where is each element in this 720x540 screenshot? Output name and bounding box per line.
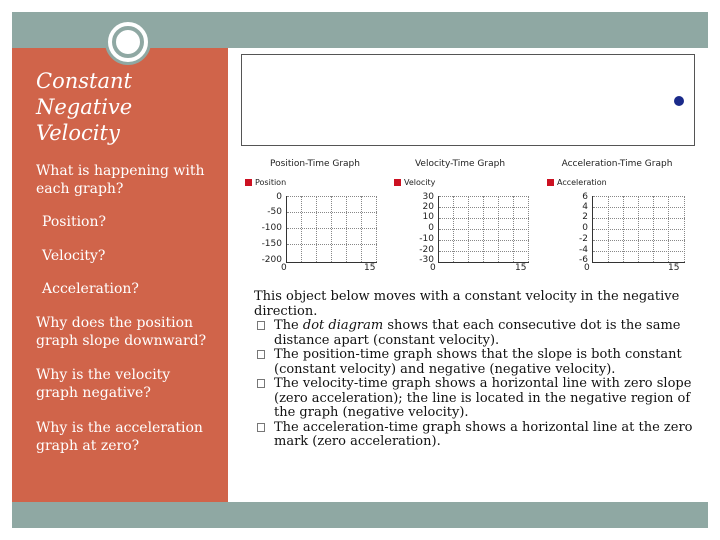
question-velocity: Velocity? — [42, 248, 106, 264]
axis-tick: 0 — [428, 223, 434, 233]
bottom-decorative-band — [12, 502, 708, 528]
moving-object-dot — [674, 96, 684, 106]
legend-swatch-icon — [547, 179, 554, 186]
axis-tick: 15 — [668, 263, 680, 273]
velocity-graph-title: Velocity-Time Graph — [414, 159, 506, 169]
axis-tick: -10 — [419, 234, 434, 244]
axis-tick: 0 — [582, 223, 588, 233]
axis-tick: 15 — [515, 263, 527, 273]
explanation-bullet: The dot diagram shows that each consecutive dot is the same distance apart (constant velocity). — [254, 319, 694, 348]
bullet-box-icon — [257, 423, 265, 432]
axis-tick: 4 — [582, 202, 588, 212]
axis-tick: -50 — [267, 207, 282, 217]
position-plot-area — [286, 196, 377, 263]
axis-tick: 0 — [584, 263, 590, 273]
explanation-bullet: The acceleration-time graph shows a horizontal line at the zero mark (zero acceleration). — [254, 421, 694, 450]
question-acceleration: Acceleration? — [42, 281, 139, 297]
axis-tick: -150 — [261, 239, 282, 249]
axis-tick: -4 — [579, 245, 588, 255]
axis-tick: -6 — [579, 255, 588, 265]
position-graph-title: Position-Time Graph — [270, 159, 360, 169]
dot-diagram-area — [241, 54, 695, 146]
legend-swatch-icon — [394, 179, 401, 186]
question-why-velocity: Why is the velocity graph negative? — [36, 367, 171, 401]
axis-tick: 10 — [422, 212, 434, 222]
axis-tick: 0 — [281, 263, 287, 273]
explanation-bullet: The velocity-time graph shows a horizontal line with zero slope (zero acceleration); the line is located in the negative region of the graph (negative velocity). — [254, 377, 694, 421]
question-position: Position? — [42, 214, 106, 230]
axis-tick: 20 — [422, 202, 434, 212]
legend-swatch-icon — [245, 179, 252, 186]
axis-tick: 0 — [430, 263, 436, 273]
axis-tick: 0 — [276, 192, 282, 202]
explanation-bullet: The position-time graph shows that the slope is both constant (constant velocity) and negative (negative velocity). — [254, 348, 694, 377]
explanation-intro: This object below moves with a constant velocity in the negative direction. — [254, 289, 680, 319]
question-intro: What is happening with each graph? — [36, 163, 205, 197]
bullet-box-icon — [257, 379, 265, 388]
axis-tick: 30 — [422, 192, 434, 202]
axis-tick: -100 — [261, 223, 282, 233]
explanation-text — [254, 290, 694, 450]
question-why-position: Why does the position graph slope downward? — [36, 315, 207, 349]
question-why-acceleration: Why is the acceleration graph at zero? — [36, 420, 203, 454]
ring-ornament-icon — [105, 19, 151, 65]
velocity-legend: Velocity — [394, 178, 435, 187]
bullet-box-icon — [257, 350, 265, 359]
axis-tick: -30 — [419, 255, 434, 265]
axis-tick: 15 — [364, 263, 376, 273]
slide-title: Constant Negative Velocity — [36, 69, 133, 145]
velocity-plot-area — [438, 196, 529, 263]
axis-tick: -200 — [261, 255, 282, 265]
bullet-box-icon — [257, 321, 265, 330]
axis-tick: -20 — [419, 245, 434, 255]
axis-tick: -2 — [579, 234, 588, 244]
acceleration-graph-title: Acceleration-Time Graph — [561, 159, 673, 169]
axis-tick: 2 — [582, 212, 588, 222]
acceleration-legend: Acceleration — [547, 178, 607, 187]
position-legend: Position — [245, 178, 286, 187]
axis-tick: 6 — [582, 192, 588, 202]
acceleration-plot-area — [592, 196, 685, 263]
